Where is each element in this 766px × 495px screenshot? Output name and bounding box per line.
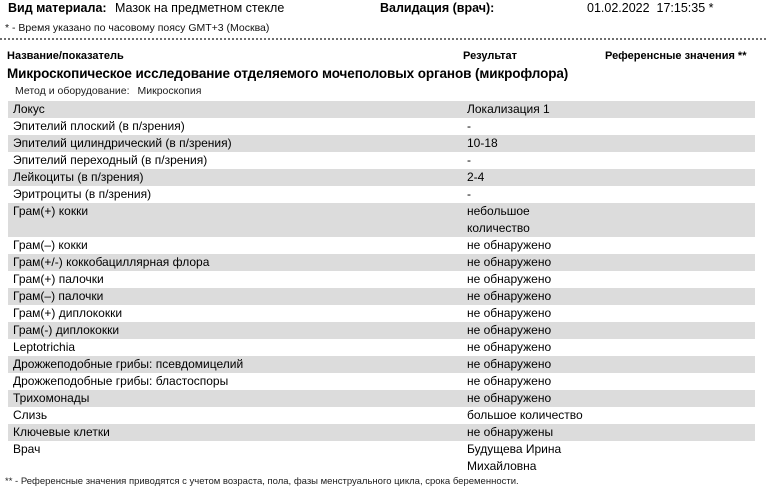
table-row	[8, 152, 755, 169]
row-reference-value	[595, 203, 755, 237]
table-row	[8, 254, 755, 271]
table-row	[8, 390, 755, 407]
reference-footnote: ** - Референсные значения приводятся с учетом возраста, пола, фазы менструального цикла, срока беременности.	[5, 476, 519, 487]
table-row	[8, 356, 755, 373]
row-reference-value	[595, 254, 755, 271]
row-reference-value	[595, 118, 755, 135]
row-parameter-name: Эпителий переходный (в п/зрения)	[13, 153, 208, 167]
validation-datetime: 01.02.2022 17:15:35 *	[587, 1, 714, 15]
row-reference-value	[595, 186, 755, 203]
row-result-value: 2-4	[467, 170, 485, 184]
test-section-title: Микроскопическое исследование отделяемого мочеполовых органов (микрофлора)	[7, 66, 569, 81]
row-reference-value	[595, 169, 755, 186]
row-reference-value	[595, 237, 755, 254]
table-row	[8, 441, 755, 475]
row-result-value: 10-18	[467, 136, 498, 150]
table-row	[8, 118, 755, 135]
table-row	[8, 135, 755, 152]
row-parameter-name: Эпителий цилиндрический (в п/зрения)	[13, 136, 232, 150]
table-column-headers	[0, 50, 766, 64]
row-parameter-name: Грам(-) диплококки	[13, 323, 120, 337]
row-reference-value	[595, 101, 755, 118]
row-reference-value	[595, 441, 755, 475]
row-parameter-name: Лейкоциты (в п/зрения)	[13, 170, 144, 184]
row-parameter-name: Ключевые клетки	[13, 425, 110, 439]
column-header-reference: Референсные значения **	[605, 50, 747, 62]
row-parameter-name: Локус	[13, 102, 45, 116]
row-parameter-name: Грам(+) диплококки	[13, 306, 123, 320]
column-header-result: Результат	[463, 50, 518, 62]
row-reference-value	[595, 373, 755, 390]
row-reference-value	[595, 356, 755, 373]
method-value: Микроскопия	[137, 85, 202, 97]
row-reference-value	[595, 135, 755, 152]
row-parameter-name: Слизь	[13, 408, 48, 422]
row-parameter-name: Трихомонады	[13, 391, 90, 405]
row-reference-value	[595, 322, 755, 339]
row-result-value: не обнаружено	[467, 357, 552, 371]
row-parameter-name: Дрожжеподобные грибы: псевдомицелий	[13, 357, 244, 371]
table-row	[8, 271, 755, 288]
row-reference-value	[595, 288, 755, 305]
table-row	[8, 424, 755, 441]
row-result-value: не обнаружено	[467, 323, 552, 337]
row-parameter-name: Эпителий плоский (в п/зрения)	[13, 119, 185, 133]
row-result-value: не обнаружено	[467, 255, 552, 269]
row-parameter-name: Грам(+) кокки	[13, 204, 89, 218]
row-reference-value	[595, 407, 755, 424]
row-result-value: не обнаружено	[467, 238, 552, 252]
material-type-label: Вид материала:	[8, 1, 107, 15]
table-row	[8, 339, 755, 356]
table-row	[8, 288, 755, 305]
row-result-value: -	[467, 187, 471, 201]
row-reference-value	[595, 271, 755, 288]
row-parameter-name: Врач	[13, 442, 41, 456]
row-result-value: не обнаружено	[467, 272, 552, 286]
row-result-value: Будущева Ирина Михайловна	[467, 442, 562, 473]
row-result-value: не обнаружено	[467, 306, 552, 320]
row-reference-value	[595, 339, 755, 356]
method-line	[15, 85, 201, 97]
row-reference-value	[595, 305, 755, 322]
row-parameter-name: Эритроциты (в п/зрения)	[13, 187, 152, 201]
table-row	[8, 237, 755, 254]
row-result-value: небольшое количество	[467, 204, 530, 235]
row-parameter-name: Грам(–) палочки	[13, 289, 104, 303]
row-reference-value	[595, 152, 755, 169]
timezone-footnote: * - Время указано по часовому поясу GMT+3 (Москва)	[5, 22, 270, 34]
report-meta-row	[0, 1, 766, 17]
row-result-value: -	[467, 119, 471, 133]
table-row	[8, 203, 755, 237]
row-reference-value	[595, 390, 755, 407]
method-label: Метод и оборудование:	[15, 85, 130, 97]
row-result-value: не обнаружены	[467, 425, 554, 439]
row-parameter-name: Грам(+/-) коккобациллярная флора	[13, 255, 210, 269]
table-row	[8, 305, 755, 322]
row-result-value: -	[467, 153, 471, 167]
table-row	[8, 101, 755, 118]
validation-label: Валидация (врач):	[380, 1, 495, 15]
row-result-value: Локализация 1	[467, 102, 550, 116]
row-parameter-name: Дрожжеподобные грибы: бластоспоры	[13, 374, 229, 388]
row-result-value: не обнаружено	[467, 340, 552, 354]
row-parameter-name: Грам(+) палочки	[13, 272, 104, 286]
row-parameter-name: Грам(–) кокки	[13, 238, 88, 252]
dotted-divider	[0, 37, 766, 40]
table-row	[8, 322, 755, 339]
row-result-value: не обнаружено	[467, 289, 552, 303]
column-header-name: Название/показатель	[7, 50, 124, 62]
row-result-value: не обнаружено	[467, 374, 552, 388]
material-type-value: Мазок на предметном стекле	[115, 1, 285, 15]
table-row	[8, 186, 755, 203]
row-result-value: не обнаружено	[467, 391, 552, 405]
row-reference-value	[595, 424, 755, 441]
results-table	[8, 101, 755, 475]
table-row	[8, 169, 755, 186]
table-row	[8, 407, 755, 424]
row-parameter-name: Leptotrichia	[13, 340, 76, 354]
row-result-value: большое количество	[467, 408, 583, 422]
table-row	[8, 373, 755, 390]
